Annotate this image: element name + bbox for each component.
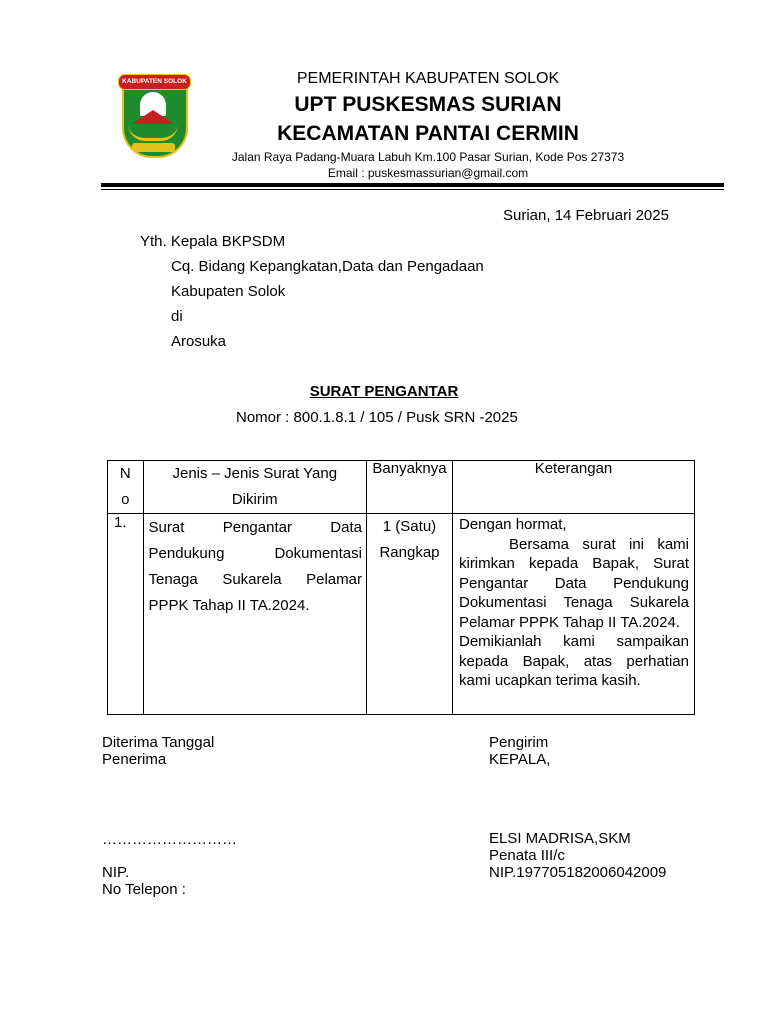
header-jenis-line1: Jenis – Jenis Surat Yang bbox=[172, 465, 338, 482]
recipient-cq: Cq. Bidang Kepangkatan,Data dan Pengadaan bbox=[171, 258, 484, 275]
cell-no: 1. bbox=[108, 514, 144, 715]
sig-sender-nip: NIP.197705182006042009 bbox=[489, 864, 667, 881]
document-table bbox=[107, 460, 695, 715]
table-row bbox=[108, 514, 695, 715]
cell-jenis-line1: Surat Pengantar Data bbox=[148, 519, 362, 536]
recipient-place: Arosuka bbox=[171, 333, 227, 350]
letterhead-rule-thick bbox=[101, 183, 724, 187]
letterhead-government: PEMERINTAH KABUPATEN SOLOK bbox=[296, 70, 560, 87]
cell-banyaknya-line2: Rangkap bbox=[379, 544, 440, 561]
ket-closing: Demikianlah kami sampaikan kepada Bapak, atas perhatian kami ucapkan terima kasih. bbox=[458, 633, 689, 689]
recipient-di: di bbox=[171, 308, 183, 325]
header-jenis-line2: Dikirim bbox=[231, 491, 278, 508]
recipient-yth: Yth. Kepala BKPSDM bbox=[140, 233, 286, 250]
sig-receiver-phone: No Telepon : bbox=[102, 881, 186, 898]
sig-sender: Pengirim bbox=[489, 734, 549, 751]
letter-number: Nomor : 800.1.8.1 / 105 / Pusk SRN -2025 bbox=[236, 409, 518, 426]
header-no-line2: o bbox=[121, 491, 130, 508]
ket-body: Bersama surat ini kami kirimkan kepada Bapak, Surat Pengantar Data Pendukung Dokumentasi Tenaga Sukarela Pelamar PPPK Tahap II TA.2024. bbox=[458, 535, 689, 631]
sig-sender-position: KEPALA, bbox=[489, 751, 551, 768]
letterhead-rule-thin bbox=[101, 189, 724, 190]
recipient-kabupaten: Kabupaten Solok bbox=[171, 283, 286, 300]
cell-jenis-line4: PPPK Tahap II TA.2024. bbox=[148, 597, 310, 614]
sig-receiver-name-blank: ……………………… bbox=[102, 831, 237, 848]
letter-title: SURAT PENGANTAR bbox=[309, 383, 459, 400]
cell-banyaknya-line1: 1 (Satu) bbox=[382, 518, 437, 535]
letter-date: Surian, 14 Februari 2025 bbox=[503, 207, 669, 224]
logo-banner: KABUPATEN SOLOK bbox=[118, 74, 191, 90]
header-no bbox=[108, 461, 144, 514]
letterhead-email: Email : puskesmassurian@gmail.com bbox=[327, 166, 529, 180]
sig-receiver: Penerima bbox=[102, 751, 167, 768]
sig-receiver-nip: NIP. bbox=[102, 864, 130, 881]
cell-jenis-line2: Pendukung Dokumentasi bbox=[148, 545, 362, 562]
sig-sender-name: ELSI MADRISA,SKM bbox=[489, 830, 631, 847]
table-header-row bbox=[108, 461, 695, 514]
sig-received-date: Diterima Tanggal bbox=[102, 734, 215, 751]
cell-banyaknya bbox=[366, 514, 452, 715]
cell-keterangan bbox=[452, 514, 694, 715]
header-banyaknya-label: Banyaknya bbox=[372, 460, 447, 477]
cell-jenis bbox=[143, 514, 366, 715]
header-keterangan bbox=[452, 461, 694, 514]
header-banyaknya bbox=[366, 461, 452, 514]
header-jenis bbox=[143, 461, 366, 514]
letterhead-institution: UPT PUSKESMAS SURIAN bbox=[294, 93, 562, 116]
letterhead-address: Jalan Raya Padang-Muara Labuh Km.100 Pasar Surian, Kode Pos 27373 bbox=[231, 150, 625, 164]
ket-greeting: Dengan hormat, bbox=[458, 516, 567, 533]
sig-sender-rank: Penata III/c bbox=[489, 847, 565, 864]
cell-jenis-line3: Tenaga Sukarela Pelamar bbox=[148, 571, 362, 588]
header-no-line1: N bbox=[119, 465, 131, 482]
header-keterangan-label: Keterangan bbox=[534, 460, 613, 477]
letterhead-district: KECAMATAN PANTAI CERMIN bbox=[277, 122, 579, 145]
